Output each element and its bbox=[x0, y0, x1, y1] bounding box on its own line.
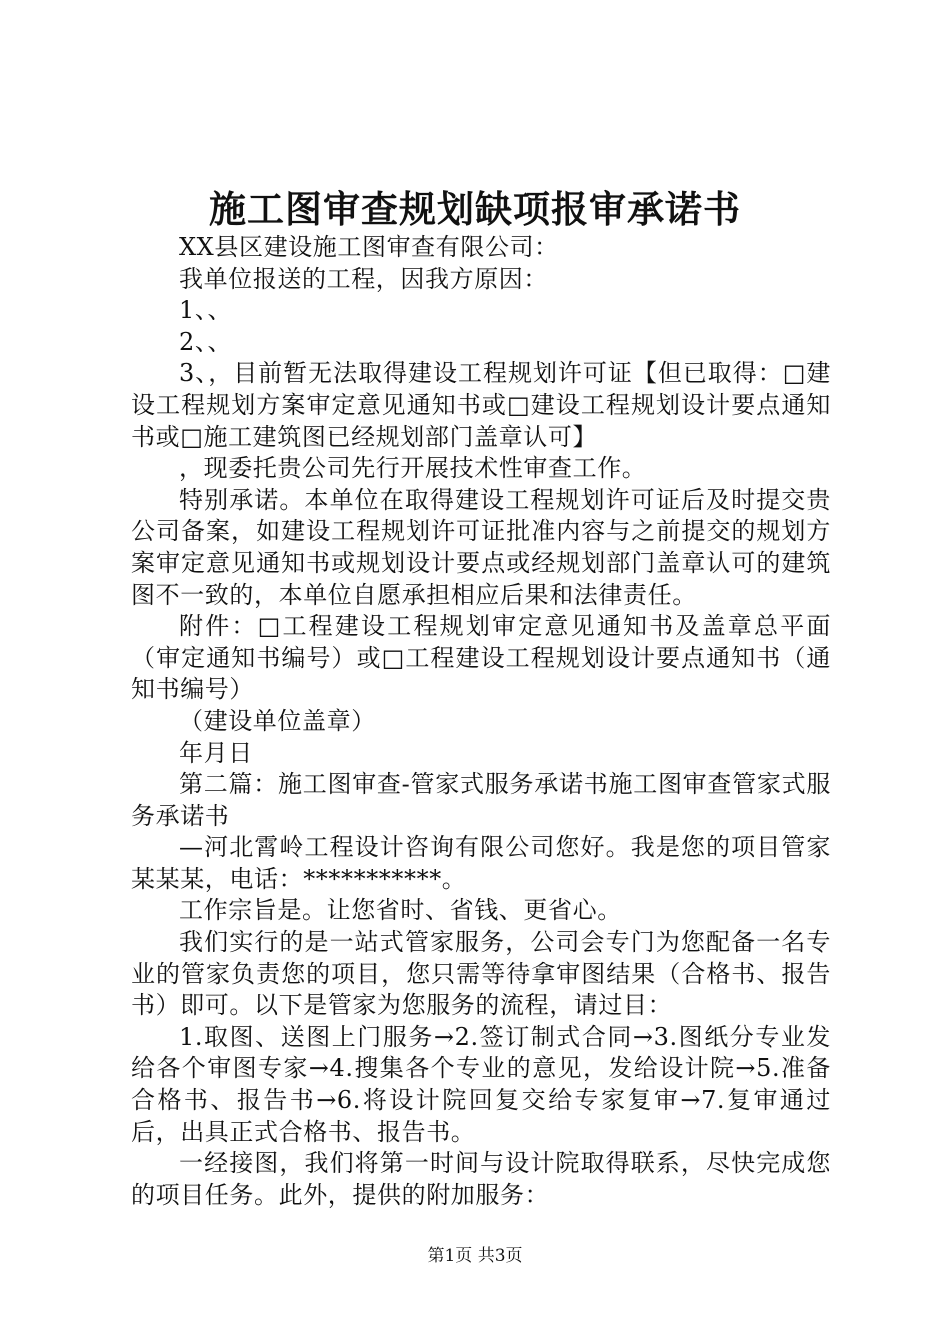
paragraph-item-2: 2、、 bbox=[179, 327, 233, 356]
paragraph: 工作宗旨是。让您省时、省钱、更省心。 bbox=[179, 896, 622, 925]
paragraph-date: 年月日 bbox=[179, 738, 253, 767]
paragraph-addressee: XX县区建设施工图审查有限公司： bbox=[179, 233, 559, 261]
paragraph-commitment: 特别承诺。本单位在取得建设工程规划许可证后及时提交贵公司备案，如建设工程规划许可证批准内容与之前提交的规划方案审定意见通知书或规划设计要点或经规划部门盖章认可的建筑图不一致的，本单位自愿承担相应后果和法律责任。 bbox=[131, 485, 831, 609]
paragraph: ，现委托贵公司先行开展技术性审查工作。 bbox=[179, 454, 647, 483]
paragraph-item-1: 1、、 bbox=[179, 296, 233, 325]
paragraph-attachment: 附件：□工程建设工程规划审定意见通知书及盖章总平面（审定通知书编号）或□工程建设工程规划设计要点通知书（通知书编号） bbox=[131, 612, 831, 704]
paragraph-process-steps: 1.取图、送图上门服务→2.签订制式合同→3.图纸分专业发给各个审图专家→4.搜集各个专业的意见，发给设计院→5.准备合格书、报告书→6.将设计院回复交给专家复审→7.复审通过后，出具正式合格书、报告书。 bbox=[131, 1022, 831, 1146]
paragraph: 一经接图，我们将第一时间与设计院取得联系，尽快完成您的项目任务。此外，提供的附加服务： bbox=[131, 1149, 831, 1209]
paragraph-section-heading: 第二篇：施工图审查-管家式服务承诺书施工图审查管家式服务承诺书 bbox=[131, 770, 831, 830]
document-body bbox=[131, 232, 831, 1211]
paragraph: —河北霄岭工程设计咨询有限公司您好。我是您的项目管家某某某，电话：***********。 bbox=[131, 833, 831, 893]
paragraph: 我单位报送的工程，因我方原因： bbox=[179, 264, 548, 293]
paragraph: 我们实行的是一站式管家服务，公司会专门为您配备一名专业的管家负责您的项目，您只需等待拿审图结果（合格书、报告书）即可。以下是管家为您服务的流程，请过目： bbox=[131, 928, 831, 1020]
document-title: 施工图审查规划缺项报审承诺书 bbox=[209, 187, 741, 231]
paragraph-item-3: 3、，目前暂无法取得建设工程规划许可证【但已取得：□建设工程规划方案审定意见通知书或□建设工程规划设计要点通知书或□施工建筑图已经规划部门盖章认可】 bbox=[131, 359, 831, 451]
page-number-footer: 第1页 共3页 bbox=[427, 1246, 523, 1266]
paragraph-seal: （建设单位盖章） bbox=[179, 706, 376, 735]
